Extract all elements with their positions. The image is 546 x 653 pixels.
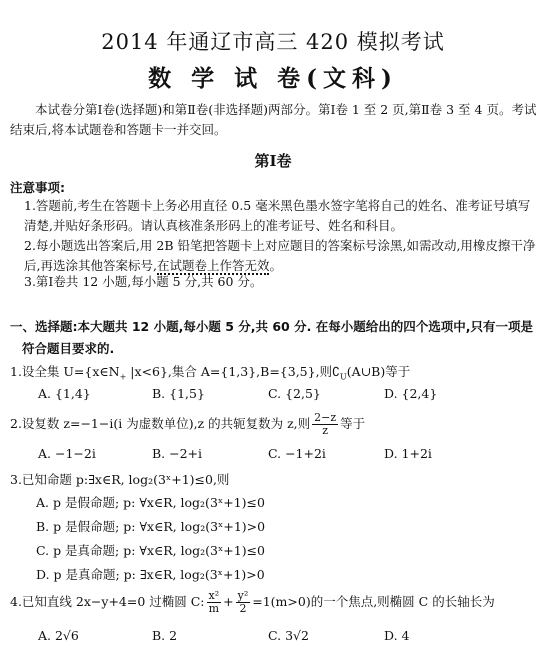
- question-3-stem: 3.已知命题 p:∃x∈R, log₂(3ˣ+1)≤0,则: [10, 472, 230, 487]
- question-4-stem: [10, 590, 540, 615]
- q2-option-c: C. −1+2i: [268, 446, 326, 461]
- q2-option-d: D. 1+2i: [384, 446, 432, 461]
- intro-paragraph: 本试卷分第Ⅰ卷(选择题)和第Ⅱ卷(非选择题)两部分。第Ⅰ卷 1 至 2 页,第Ⅱ卷 3 至 4 页。考试结束后,将本试题卷和答题卡一并交回。: [10, 102, 537, 137]
- q3-option-a: A. p 是假命题; p: ∀x∈R, log₂(3ˣ+1)≤0: [36, 495, 265, 510]
- q2-fraction-denominator: z: [322, 424, 329, 437]
- q4-option-c: C. 3√2: [268, 628, 309, 643]
- q1-stem-sub2: U: [340, 372, 347, 382]
- q1-stem-part-a: 1.设全集 U={x∈N: [10, 364, 120, 379]
- q4-stem-part-a: 4.已知直线 2x−y+4=0 过椭圆 C:: [10, 594, 205, 609]
- section-title: 第Ⅰ卷: [254, 152, 292, 170]
- q1-option-a: A. {1,4}: [38, 386, 91, 401]
- q4-option-a: A. 2√6: [38, 628, 79, 643]
- notice-item-2: [24, 236, 536, 276]
- q4-option-b: B. 2: [152, 628, 178, 643]
- q1-stem-sub: +: [119, 372, 127, 382]
- q4-stem-part-b: =1(m>0)的一个焦点,则椭圆 C 的长轴长为: [252, 594, 495, 609]
- q1-stem-part-b: |x<6},集合 A={1,3},B={3,5},则∁: [126, 364, 341, 379]
- q3-option-c: C. p 是真命题; p: ∀x∈R, log₂(3ˣ+1)≤0: [36, 543, 266, 558]
- q4-fraction-1-denominator: m: [208, 602, 220, 615]
- exam-subtitle: 数 学 试 卷(文科): [148, 65, 398, 92]
- q4-plus-sign: +: [223, 594, 234, 609]
- notice-item-1: 1.答题前,考生在答题卡上务必用直径 0.5 毫米黑色墨水签字笔将自己的姓名、准考证号填写清楚,并贴好条形码。请认真核准条形码上的准考证号、姓名和科目。: [24, 198, 531, 233]
- q2-stem-part-a: 2.设复数 z=−1−i(i 为虚数单位),z 的共轭复数为 z,则: [10, 416, 311, 431]
- part1-heading: [10, 316, 538, 360]
- exam-title: 2014 年通辽市高三 420 模拟考试: [101, 30, 445, 54]
- q4-fraction-2-denominator: 2: [239, 602, 247, 615]
- q2-stem-part-b: 等于: [340, 416, 366, 431]
- notice-item-2-emphasis: 在试题卷上作答无效: [156, 258, 270, 273]
- q3-option-b: B. p 是假命题; p: ∀x∈R, log₂(3ˣ+1)>0: [36, 519, 266, 534]
- q4-fraction-1: [207, 590, 222, 615]
- q2-fraction: [312, 412, 338, 437]
- part1-heading-line1: 一、选择题:本大题共 12 小题,每小题 5 分,共 60 分. 在每小题给出的四个选项中,只有一项是: [10, 319, 533, 334]
- q4-option-d: D. 4: [384, 628, 410, 643]
- q1-option-b: B. {1,5}: [152, 386, 205, 401]
- question-2-stem: [10, 412, 540, 437]
- q4-fraction-1-numerator: x²: [208, 589, 220, 602]
- notice-heading: 注意事项:: [10, 180, 65, 195]
- notice-item-2-end: 。: [269, 258, 282, 273]
- q2-option-b: B. −2+i: [152, 446, 203, 461]
- part1-heading-line2: 符合题目要求的.: [22, 341, 115, 356]
- q2-option-a: A. −1−2i: [38, 446, 96, 461]
- notice-item-2-text: 2.每小题选出答案后,用 2B 铅笔把答题卡上对应题目的答案标号涂黑,如需改动,用橡皮擦干净后,再选涂其他答案标号,: [24, 238, 536, 273]
- q4-fraction-2-numerator: y²: [237, 589, 249, 602]
- q3-option-d: D. p 是真命题; p: ∃x∈R, log₂(3ˣ+1)>0: [36, 567, 265, 582]
- q1-stem-part-c: (A∪B)等于: [346, 364, 411, 379]
- q1-option-d: D. {2,4}: [384, 386, 438, 401]
- q1-option-c: C. {2,5}: [268, 386, 321, 401]
- q2-fraction-numerator: 2−z: [314, 411, 337, 424]
- question-1-stem: [10, 362, 540, 382]
- q4-fraction-2: [236, 590, 251, 615]
- notice-item-3: 3.第Ⅰ卷共 12 小题,每小题 5 分,共 60 分。: [24, 274, 263, 289]
